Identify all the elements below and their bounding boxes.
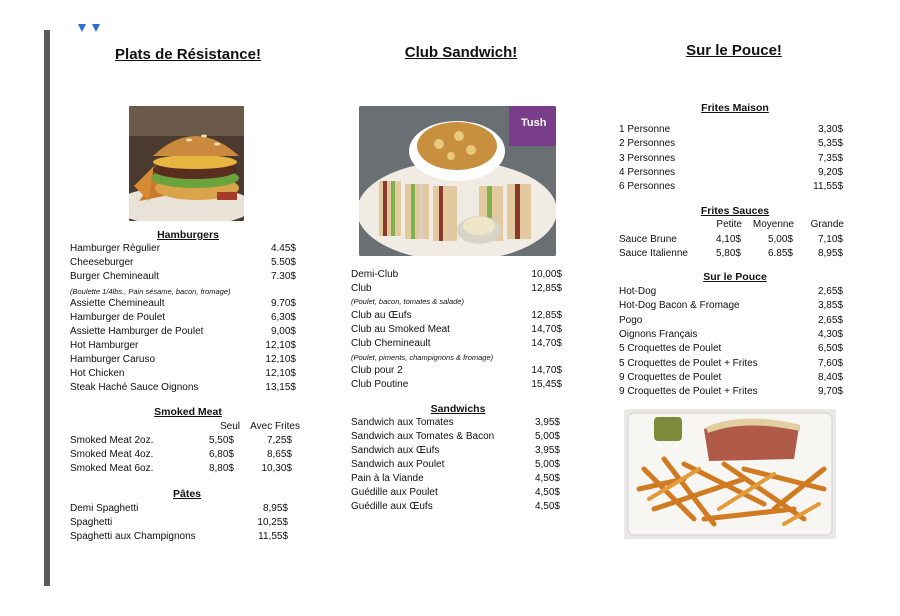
menu-item-row [619, 328, 843, 342]
item-note: (Poulet, bacon, tomates & salade) [351, 297, 464, 306]
menu-item-row [70, 325, 296, 339]
menu-item-name: Club Poutine [351, 379, 409, 390]
menu-item-name: Demi Spaghetti [70, 503, 139, 514]
menu-item-name: Club pour 2 [351, 365, 403, 376]
menu-item-price: 4,10$ [715, 234, 741, 245]
menu-item-row [351, 268, 562, 282]
menu-item-row [619, 299, 843, 313]
menu-item-price: 11,55$ [813, 181, 843, 193]
column-title: Sur le Pouce! [686, 42, 782, 59]
fries-photo-art [624, 409, 836, 539]
menu-item-row [619, 123, 843, 137]
menu-item-row [70, 242, 296, 256]
menu-item-name: Smoked Meat 4oz. [70, 449, 154, 460]
menu-item-price: 5,35$ [817, 138, 843, 150]
menu-item-price: 8,65$ [266, 449, 292, 460]
menu-item-name: Sandwich aux Œufs [351, 445, 440, 456]
menu-item-row [619, 137, 843, 151]
menu-item-name: Sauce Italienne [619, 248, 688, 259]
menu-item-row [70, 311, 296, 325]
club-sandwich-photo-art [359, 106, 556, 256]
menu-item-name: 5 Croquettes de Poulet [619, 343, 722, 355]
menu-item-price: 4,50$ [534, 487, 560, 498]
menu-item-name: Demi-Club [351, 269, 399, 280]
item-note: (Boulette 1/4lbs., Pain sésame, bacon, fromage) [70, 287, 231, 296]
menu-item-name: 6 Personnes [619, 181, 676, 193]
menu-item-row [70, 462, 296, 476]
menu-item-price: 9.70$ [270, 298, 296, 309]
menu-item-price: 6,50$ [817, 343, 843, 355]
menu-item-row [70, 256, 296, 270]
menu-item-name: Sandwich aux Tomates [351, 417, 454, 428]
menu-item-price: 6,30$ [270, 312, 296, 323]
column-header-seul: Seul [219, 421, 240, 432]
menu-item-price: 4,30$ [817, 328, 843, 340]
burger-photo [129, 106, 244, 221]
menu-item-price: 14,70$ [531, 338, 562, 349]
menu-item-row [70, 381, 296, 395]
menu-item-price: 8,80$ [208, 463, 234, 474]
menu-item-price: 9,70$ [817, 386, 843, 398]
menu-item-price: 14,70$ [531, 365, 562, 376]
column-header-moyenne: Moyenne [752, 219, 794, 230]
club-sandwich-photo [359, 106, 556, 256]
menu-item-name: Cheeseburger [70, 257, 134, 268]
menu-item-row [619, 314, 843, 328]
menu-item-row [619, 371, 843, 385]
menu-item-name: 9 Croquettes de Poulet + Frites [619, 386, 758, 398]
menu-item-name: Hot Chicken [70, 368, 125, 379]
menu-item-price: 2,65$ [817, 286, 843, 297]
menu-item-price: 7,10$ [817, 234, 843, 245]
menu-item-price: 10,00$ [531, 269, 562, 280]
menu-item-price: 5,80$ [715, 248, 741, 259]
menu-item-row [619, 233, 843, 247]
menu-item-name: Pogo [619, 314, 643, 326]
menu-item-price: 5,00$ [534, 459, 560, 470]
menu-item-row [351, 364, 562, 378]
menu-item-price: 12,10$ [265, 368, 296, 379]
menu-item-price: 8,95$ [262, 503, 288, 514]
menu-item-price: 7,25$ [266, 435, 292, 446]
menu-item-row [351, 430, 560, 444]
menu-item-row [70, 448, 296, 462]
svg-text:Tush: Tush [521, 117, 547, 129]
menu-item-price: 6,80$ [208, 449, 234, 460]
menu-item-name: Club Chemineault [351, 338, 431, 349]
menu-item-row [619, 285, 843, 299]
menu-item-price: 7.30$ [270, 271, 296, 282]
menu-item-name: Oignons Français [619, 328, 698, 340]
menu-item-name: Hot-Dog Bacon & Fromage [619, 300, 740, 312]
menu-item-row [70, 297, 296, 311]
menu-item-price: 9,20$ [817, 166, 843, 178]
column-header-petite: Petite [716, 219, 742, 230]
menu-item-price: 14,70$ [531, 324, 562, 335]
menu-item-row [351, 337, 562, 351]
menu-item-name: Hamburger Caruso [70, 354, 156, 365]
menu-item-name: Burger Chemineault [70, 271, 159, 282]
menu-item-name: Assiette Chemineault [70, 298, 165, 309]
menu-item-name: Steak Haché Sauce Oignons [70, 382, 199, 393]
menu-item-price: 5,00$ [534, 431, 560, 442]
menu-item-row [70, 339, 296, 353]
menu-item-row [619, 180, 843, 194]
menu-item-row [619, 357, 843, 371]
menu-item-price: 5.50$ [270, 257, 296, 268]
menu-item-row [70, 434, 296, 448]
menu-item-row [70, 367, 296, 381]
column-title: Club Sandwich! [404, 44, 518, 61]
menu-item-name: Guédille aux Poulet [351, 487, 438, 498]
menu-item-row [619, 247, 843, 261]
menu-item-name: Smoked Meat 6oz. [70, 463, 154, 474]
menu-item-name: Assiette Hamburger de Poulet [70, 326, 204, 337]
menu-item-name: Smoked Meat 2oz. [70, 435, 154, 446]
menu-item-price: 8,40$ [817, 371, 843, 383]
burger-photo-art [129, 106, 244, 221]
menu-item-name: Sandwich aux Poulet [351, 459, 445, 470]
menu-item-name: 3 Personnes [619, 152, 676, 164]
menu-item-name: Hot-Dog [619, 286, 657, 297]
menu-item-row [351, 458, 560, 472]
menu-item-name: 2 Personnes [619, 138, 676, 150]
menu-item-price: 9,00$ [270, 326, 296, 337]
menu-item-row [619, 342, 843, 356]
menu-item-price: 2,65$ [817, 314, 843, 326]
menu-item-row [351, 486, 560, 500]
menu-item-name: Club au Smoked Meat [351, 324, 450, 335]
menu-item-name: Hot Hamburger [70, 340, 139, 351]
menu-item-price: 7,35$ [817, 152, 843, 164]
section-title-pates: Pâtes [172, 488, 202, 500]
menu-item-price: 4,50$ [534, 473, 560, 484]
menu-item-row [351, 444, 560, 458]
menu-item-price: 6.85$ [767, 248, 793, 259]
menu-item-name: 4 Personnes [619, 166, 676, 178]
menu-item-name: 1 Personne [619, 124, 671, 135]
menu-item-row [619, 152, 843, 166]
menu-item-row [70, 270, 296, 284]
menu-item-price: 3,85$ [817, 300, 843, 312]
menu-item-name: Spaghetti [70, 517, 113, 528]
section-title-smoked-meat: Smoked Meat [154, 406, 222, 418]
menu-item-price: 10,30$ [261, 463, 292, 474]
menu-item-price: 3,95$ [534, 445, 560, 456]
item-note: (Poulet, piments, champignons & fromage) [351, 353, 494, 362]
section-title-frites-sauces: Frites Sauces [700, 205, 770, 217]
section-title-hamburgers: Hamburgers [157, 229, 219, 241]
menu-item-price: 12,10$ [265, 340, 296, 351]
menu-item-price: 5,50$ [208, 435, 234, 446]
menu-item-price: 5,00$ [767, 234, 793, 245]
menu-item-price: 11,55$ [258, 531, 288, 542]
menu-item-name: Hamburger de Poulet [70, 312, 166, 323]
fries-smoked-meat-photo [624, 409, 836, 539]
menu-item-name: Guédille aux Œufs [351, 501, 433, 512]
menu-item-row [351, 309, 562, 323]
menu-item-price: 7,60$ [817, 357, 843, 369]
menu-item-row [619, 385, 843, 399]
column-header-avec-frites: Avec Frites [250, 421, 300, 432]
menu-item-name: Club [351, 283, 372, 294]
section-title-sandwichs: Sandwichs [430, 403, 486, 415]
menu-item-price: 12,10$ [265, 354, 296, 365]
menu-item-name: 5 Croquettes de Poulet + Frites [619, 357, 758, 369]
menu-item-row [351, 282, 562, 296]
menu-item-price: 10,25$ [257, 517, 288, 528]
menu-item-name: Sauce Brune [619, 234, 677, 245]
left-border-bar [44, 30, 50, 586]
menu-item-row [351, 378, 562, 392]
menu-item-name: Pain à la Viande [351, 473, 424, 484]
menu-item-price: 8,95$ [817, 248, 843, 259]
menu-item-row [351, 323, 562, 337]
menu-item-name: Sandwich aux Tomates & Bacon [351, 431, 495, 442]
column-header-grande: Grande [810, 219, 844, 230]
menu-item-row [70, 530, 288, 544]
partial-logo-icon [76, 24, 104, 36]
column-title: Plats de Résistance! [115, 46, 261, 63]
menu-item-name: Hamburger Règulier [70, 243, 161, 254]
section-title-sur-le-pouce: Sur le Pouce [703, 271, 767, 283]
menu-item-name: Club au Œufs [351, 310, 412, 321]
menu-item-name: 9 Croquettes de Poulet [619, 371, 722, 383]
menu-item-price: 4,50$ [534, 501, 560, 512]
menu-item-price: 4.45$ [270, 243, 296, 254]
section-title-frites-maison: Frites Maison [701, 102, 769, 114]
menu-item-price: 12,85$ [531, 283, 562, 294]
menu-item-price: 12,85$ [531, 310, 562, 321]
menu-item-row [351, 500, 560, 514]
menu-item-row [351, 416, 560, 430]
menu-item-row [351, 472, 560, 486]
menu-item-price: 13,15$ [265, 382, 296, 393]
menu-item-price: 3,30$ [817, 124, 843, 135]
menu-item-row [70, 516, 288, 530]
menu-item-row [70, 353, 296, 367]
menu-item-row [70, 502, 288, 516]
menu-item-price: 15,45$ [531, 379, 562, 390]
menu-item-price: 3,95$ [534, 417, 560, 428]
menu-item-name: Spaghetti aux Champignons [70, 531, 196, 542]
menu-item-row [619, 166, 843, 180]
